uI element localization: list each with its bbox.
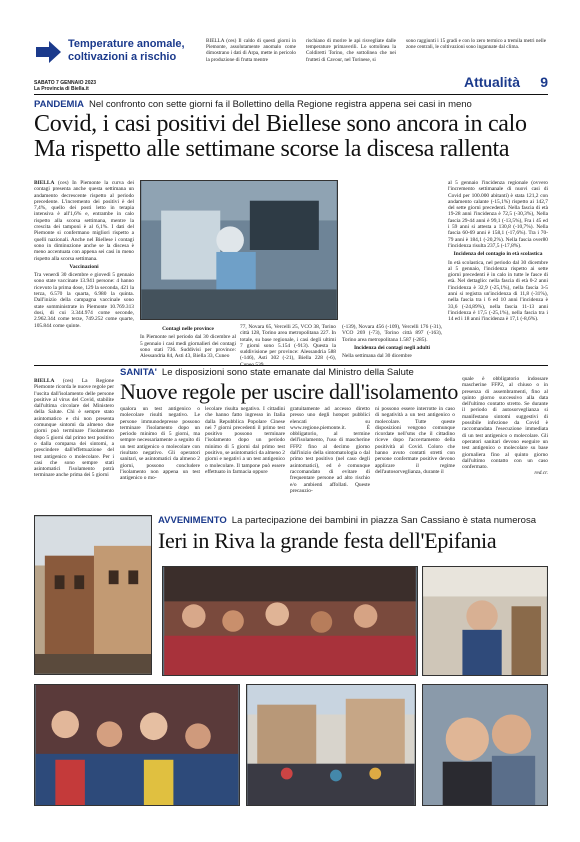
dateline-lead: BIELLA: [34, 378, 55, 384]
article-deck: La partecipazione dei bambini in piazza San Cassiano è stata numerosa: [231, 515, 536, 526]
body-text: (-139), Novara 456 (-109), Vercelli 176 (-31), VCO 269 (-73), Torino città 897 (-163), Torino area metropolitana 1.587 (-285).: [342, 324, 442, 343]
article-kicker: SANITA': [120, 367, 157, 378]
body-text: In Piemonte nel periodo dal 30 dicembre al 5 gennaio i casi medi giornalieri dei contagi sono stati 736. Suddivisi per province: Alessandria 84, Asti 43, Biella 33, Cuneo: [140, 334, 236, 360]
headline-line: Covid, i casi positivi del Biellese sono ancora in calo: [34, 111, 527, 137]
article-deck: Le disposizioni sono state emanate dal Ministro della Salute: [161, 367, 414, 378]
piazza-photo: [246, 684, 416, 806]
subhead: Vaccinazioni: [69, 263, 99, 270]
portrait-photo: [422, 684, 548, 806]
body-text: quale è obbligatorio indossare mascherine FFP2, al chiuso o in presenza di assembramenti, fino al quinto giorno successivo alla data dell'ultimo contatto stretto. Se durante il periodo di autosorveglianza si manifestano sintomi suggestivi di possibile infezione da Covid è raccomandata l'esecuzione immediata di un test antigenico o molecolare. Gli operatori sanitari devono eseguire un test antigenico o molecolare su base giornaliera fino al quinto giorno dall'ultimo contatto con un caso confermato.: [462, 376, 548, 471]
subhead: Incidenza dei contagi negli adulti: [353, 344, 431, 351]
article-column: [34, 378, 114, 479]
article-column: [448, 180, 548, 323]
article-headline: [34, 112, 554, 162]
article-kicker: AVVENIMENTO: [158, 515, 227, 526]
article-column: [240, 324, 336, 368]
divider: [34, 94, 548, 95]
article-kicker-row: [158, 515, 536, 526]
article-column: lecolare risulta negativo. I cittadini che hanno fatto ingresso in Italia dalla Repubblica Popolare Cinese nei 7 giorni precedenti il primo test positivo possono terminare l'isolamento dopo un periodo minimo di 5 giorni dal primo test positivo, se asintomatici da almeno 2 giorni e negativi a un test antigenico o molecolare. Il tampone può essere effettuato in farmacia oppure: [205, 406, 285, 475]
photo-caption: [140, 324, 236, 359]
body-text: Nella fascia di età 19-28 anni l'incidenza è 72,5 (-30,3%), Nella fascia 29-44 anni è 99,1 (-13,5%), Fra i 45 ed i 59 anni si attesta a 130,8 (-10,7%). Nella fascia 60-69 anni è 158,1 (-17,6%). Tra i 70-79 anni è 184,1 (-20,2%). Nella fascia over80 l'incidenza risulta 237,5 (-17,8%).: [448, 205, 548, 249]
body-text: Questa la suddivisione per province: Alessandria 588 (-146), Asti 302 (-21), Biella 228 (-6),: [240, 342, 336, 362]
children-photo: [34, 684, 240, 806]
body-text: al 5 gennaio l'incidenza regionale (ovvero l'incremento settimanale di nuovi casi di Covid per 100.000 abitanti) è stata 121,2 con andamento calante (-15,1%) rispetto ai 142,7 del sette giorni precedenti.: [448, 180, 548, 212]
crowd-photo: [162, 566, 418, 676]
page-number: 9: [540, 74, 548, 90]
article-deck: Nel confronto con sette giorni fa il Bollettino della Regione registra appena sei casi in meno: [88, 99, 472, 110]
divider: [34, 365, 548, 366]
article-column: qualora un test antigenico o molecolare risulti negativo. Le persone immunodepresse possono terminare l'isolamento dopo un periodo minimo di 5 giorni, ma sempre necessariamente a seguito di un test antigenico o molecolare con risultato negativo. Gli operatori sanitari, se asintomatici da almeno 2 giorni, possono concludere l'isolamento non appena un test antigenico o mo-: [120, 406, 200, 482]
body-text: Nella settimana dal 30 dicembre: [342, 353, 412, 360]
body-text: (ces) In Piemonte la curva dei contagi presenta anche questa settimana un andamento decrescente rispetto al periodo precedente. L'incremento dei positivi è del 7,4%, quello dei posti letto in terapia intensiva è all'1,6% e, entrambe in calo rispetto alla scorsa settimana, mentre la crescita dei tamponi è al 6,1%. I dati del Piemonte si confermano migliori rispetto a quelli nazionali. Anche nel Biellese i contagi sono in diminuzione anche se la discesa è meno accentuata con appena sei casi in meno rispetto alla scorsa settimana.: [34, 180, 134, 262]
article-column: ni possono essere interrotte in caso di negatività a un test antigenico o molecolare. Tutte queste disposizioni vengono comunque ricordate nell'sms che il cittadino riceve dopo l'accertamento della positività al Covid. Coloro che hanno avuto contatti stretti con persone confermate positive devono applicare il regime dell'autosorveglianza, durante il: [375, 406, 455, 475]
article-headline: Ieri in Riva la grande festa dell'Epifania: [158, 528, 497, 553]
teaser-column: sono raggiunti i 15 gradi e con lo zero termico a tremila metri nelle zone centrali, le coltivazioni sono ingannate dal clima.: [406, 38, 546, 51]
article-column: gratuitamente ad accesso diretto presso uno degli hotspot pubblici elencati su www.regione.piemonte.it. È obbligatorio, al termine dell'isolamento, l'uso di mascherine FFP2 fino al decimo giorno dall'inizio della sintomatologia o dal primo test positivo (nel caso degli asintomatici), ed è comunque raccomandato di evitare di frequentare persone ad alto rischio e/o ambienti affollati. Queste precauzio-: [290, 406, 370, 494]
body-text: (ces) La Regione Piemonte ricorda le nuove regole per l'uscita dall'isolamento delle persone positive al virus del Covid, stabilite dall'ultima circolare del Ministero della Salute. Chi è sempre stato asintomatico e chi non presenta comunque sintomi da almeno due giorni può terminare l'isolamento dopo 5 giorni dal primo test positivo o dalla comparsa dei sintomi, a prescindere dall'effettuazione del test antigenico o molecolare. Per i casi che sono sempre stati asintomatici l'isolamento potrà terminare anche prima dei 5 giorni: [34, 378, 114, 479]
body-text: Tra venerdì 30 dicembre e giovedì 5 gennaio sono state vaccinate 13.941 persone: 4 hanno ricevuto la prima dose, 129 la seconda, 421 la terza, 6.570 la quarta, 6.980 la quinta. Dall'inizio della campagna vaccinale sono state somministrate in Piemonte 10.769.313 dosi, di cui 3.344.974 come seconde, 2.962.344 come terze, 749.252 come quarte, 105.844 come quinte.: [34, 272, 134, 329]
article-kicker-row: [120, 367, 414, 378]
article-headline: Nuove regole per uscire dall'isolamento: [120, 379, 459, 404]
subhead: Incidenza del contagio in età scolastica: [453, 251, 543, 258]
arrow-right-icon: [34, 38, 62, 66]
building-photo: [34, 515, 152, 675]
headline-line: Ma rispetto alle settimane scorse la discesa rallenta: [34, 136, 510, 162]
teaser-title: Temperature anomale, coltivazioni a rischio: [68, 38, 185, 63]
teaser-column: BIELLA (ces) Il caldo di questi giorni in Piemonte, assolutamente anomalo come dimostrano i dati di Arpa, mette in pericolo la produzione di frutta mentre: [206, 38, 296, 63]
article-column: [34, 180, 134, 329]
subhead: Contagi nelle province: [162, 326, 214, 332]
hospital-photo: [140, 180, 338, 320]
dateline-lead: BIELLA: [34, 180, 55, 186]
article-column: [342, 324, 442, 359]
section-title: Attualità: [464, 74, 520, 90]
article-kicker-row: [34, 99, 554, 110]
event-photo: [422, 566, 548, 676]
body-text: In età scolastica, nel periodo dal 30 dicembre al 5 gennaio, l'incidenza rispetto ai sette giorni precedenti è in calo in tutte le fasce di età.: [448, 259, 548, 285]
teaser-column: rischiano di morire le api risvegliate dalle temperature primaverili. Lo sottolinea la Coldiretti Torino, che sottolinea che nei frutteti di Cavour, nel Torinese, si: [306, 38, 396, 63]
article-column: [462, 376, 548, 477]
dateline: SABATO 7 GENNAIO 2023: [34, 80, 97, 86]
article-kicker: PANDEMIA: [34, 99, 84, 110]
paper-name: La Provincia di Biella.it: [34, 86, 89, 92]
author-signature: red.cr.: [534, 470, 548, 477]
body-text: Nel dettaglio: nella fascia di età 0-2 anni l'incidenza è 32,9 (-25,1%), nella fascia 3-5 anni si registra un'incidenza di 11,8 (-31%), nella fascia tra i 6 ed 10 anni l'incidenza è 33,6 (-24,89%), nella fascia 11-13 anni l'incidenza è 17,5 (-25,1%), nella fascia tra i 14 ed i 18 anni l'incidenza è 17,1 (-8,6%).: [448, 278, 548, 323]
body-text: 77, Novara 65, Vercelli 25, VCO 38, Torino città 128, Torino area metropolitana 227. In totale, su base regionale, i casi degli ultimi 7 giorni sono 5.154 (-913).: [240, 324, 336, 349]
